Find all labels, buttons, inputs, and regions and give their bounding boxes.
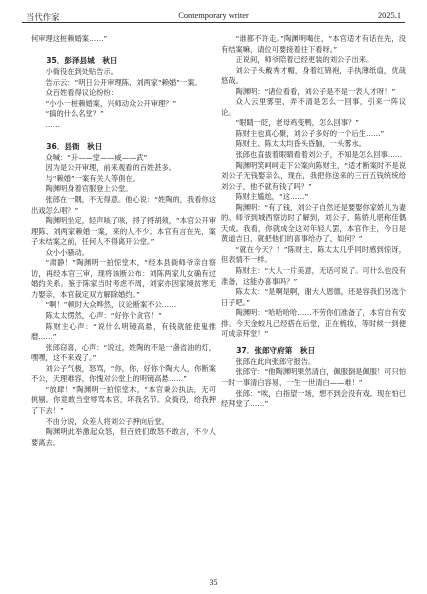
- paragraph: 张郎：“唉，白指望一场，想不到会没有戏。现在怕已经拜堂了……”: [221, 388, 407, 409]
- paragraph: 陈太太愣然，心声：“好你个贪官！”: [45, 311, 162, 321]
- scene-heading: 35．彭泽县城 秋日: [46, 56, 118, 66]
- journal-english-name: Contemporary writer: [178, 11, 249, 20]
- paragraph: 不由分说，众差人将刘公子押向后堂。: [45, 416, 169, 426]
- paragraph: 陈财主心声：“说什么明镜高悬，有钱就能使鬼推磨……”: [31, 321, 216, 342]
- paragraph: “啊！”顿时大众哗然，议论断案不公……: [45, 300, 177, 310]
- paragraph: 陈财主尴尬，“这……”: [235, 192, 309, 202]
- paragraph: 众喊：“升——堂——威——武”: [45, 152, 148, 162]
- paragraph: ……: [45, 119, 60, 129]
- paragraph: 陈财主也真心聚，刘公子多好的一个后生……”: [235, 128, 385, 138]
- paragraph: 陶渊明身着官服登上公堂。: [45, 184, 133, 194]
- issue-number: 2025.1: [377, 11, 401, 20]
- paragraph: 陈财主、陈太太均昏头昏脑，一头雾水。: [235, 139, 367, 149]
- scene-heading: 36．县衙 秋日: [46, 141, 103, 151]
- paragraph: 小衙役在到处贴告示。: [45, 67, 119, 77]
- paragraph: 张郎也直拔着眼睛看着刘公子，不知是怎么回事……: [235, 150, 403, 160]
- paragraph: 陈太太：“是啊是啊，谢大人恩德，还是容我们另选个日子吧。”: [221, 287, 407, 307]
- paragraph: 张郎守：“他陶渊明果然清白，佩服倒是佩服！可只怕一时一事清白容易，一生一世清白——难！”: [221, 367, 407, 387]
- paragraph: 刘公子头戴秀才帽，身着红锦袍，手执薄纸扇，优哉悠哉。: [221, 65, 406, 86]
- paragraph: 告示云：“明日公开审理陈、刘两家“赖婚”一案。: [45, 77, 202, 87]
- paragraph: “眼睛一眨，老母鸡变鸭，怎么回事？”: [235, 118, 360, 128]
- paragraph: 陶渊明笑呵呵走下公案向陈财主，“适才断案时不是说刘公子无钱娶亲么，现在，我把你送来的三百五钱统统给刘公子，他不就有钱了吗？”: [221, 160, 407, 191]
- paragraph: “就在今天？！”陈财主、陈太太几乎同时感到惊讶，但表情不一样。: [221, 244, 406, 265]
- paragraph: “放肆！”陶渊明一拍惊堂木，“本官秉公执法，无可挑剔。你竟敢当堂辱骂本官，坏我名节。众衙役，给我押了下去！”: [31, 384, 216, 415]
- paragraph: 刘公子气极，怒骂，“你，你，好你个陶大人，你断案不公，天理难容，你愧对公堂上的明镜高悬……”: [31, 363, 217, 384]
- paragraph: 张郎在一隅，不无得意。他心说：“姓陶的，我看你这出戏怎么唱？”: [31, 195, 217, 215]
- paragraph: 众小小骚动。: [45, 247, 90, 257]
- paragraph: 众人云里雾里，弄不清是怎么一回事，引来一阵议论。: [221, 97, 406, 117]
- paragraph: 陈财主：“大人一片美意，无话可说了。可什么也没有准备，这能办喜事吗？”: [221, 266, 407, 286]
- paragraph: 陶渊明坐定，轻声咳了咳，捋了捋胡须，“本官公开审理陈、刘两家赖婚一案，来的人不少。本官有言在先，案子未结案之前，任何人不得离开公堂。”: [31, 216, 217, 247]
- paragraph: 因为是公开审理，前来观看的百姓甚多。: [45, 163, 177, 173]
- paragraph: 众百姓看得议论纷纷：: [45, 88, 119, 98]
- scene-heading: 37．张郎守府第 秋日: [236, 345, 316, 355]
- paragraph: 与“赖婚”一案有关人等俱在。: [45, 173, 141, 183]
- journal-name: 当代作家: [26, 13, 60, 22]
- paragraph: “肃静！”陶渊明一拍惊堂木，“经本县衙师爷亲自察访，再经本官三审，现将该断公布：刘陈两家儿女确有过婚约关系。鉴于陈家当时考虑不周，刘家亦因家境贫寒无力娶亲，本官裁定双方解除婚约。”: [31, 258, 216, 299]
- paragraph: 陶渊明：“诸位看看，刘公子是不是一表人才呀！”: [235, 86, 396, 96]
- paragraph: 陶渊明：“有了钱，刘公子自然还是要娶你家娇儿为妻的。师爷到城西察访时了解到，刘公子、陈娇儿堪称佳偶天成。我看，你就成全这对年轻人罢，本官作主，今日是黄道吉日，就把他们的喜事给办了，如何？”: [221, 202, 407, 244]
- paragraph: 陶渊明：“哈哈哈哈……不劳你们准备了，本官自有安排。今天金蛟凡己经搭在后堂，正在梳妆，等时候一到便可成亲拜堂！”: [221, 308, 407, 339]
- left-column: [31, 34, 216, 448]
- page-number: 35: [209, 578, 218, 587]
- paragraph: 陶渊明此举激起众怒，但百姓们敢怒不敢言，不少人要离去。: [31, 427, 216, 447]
- right-column: [221, 34, 406, 410]
- header-rule: [22, 22, 405, 23]
- paragraph: “搞的什么名堂？”: [45, 109, 104, 119]
- paragraph: 张郎在此向张郎守报告。: [235, 356, 316, 366]
- paragraph: “谁都不许走。”陶渊明喝住，“本官适才有话在先，没有结案嘛，请位可要接着往下看呀。”: [221, 34, 406, 54]
- paragraph: 张郎窃喜，心声：“说过，姓陶的不是一盏省油的灯，嘿嘿，这不来戏了。”: [31, 342, 217, 363]
- paragraph: 正说间，师爷陪着已经更装的刘公子出来。: [235, 55, 374, 65]
- paragraph: “小小一桩赖婚案，兴师动众公开审理？”: [45, 98, 177, 108]
- paragraph: 何审理这桩赖婚案……”: [31, 34, 108, 43]
